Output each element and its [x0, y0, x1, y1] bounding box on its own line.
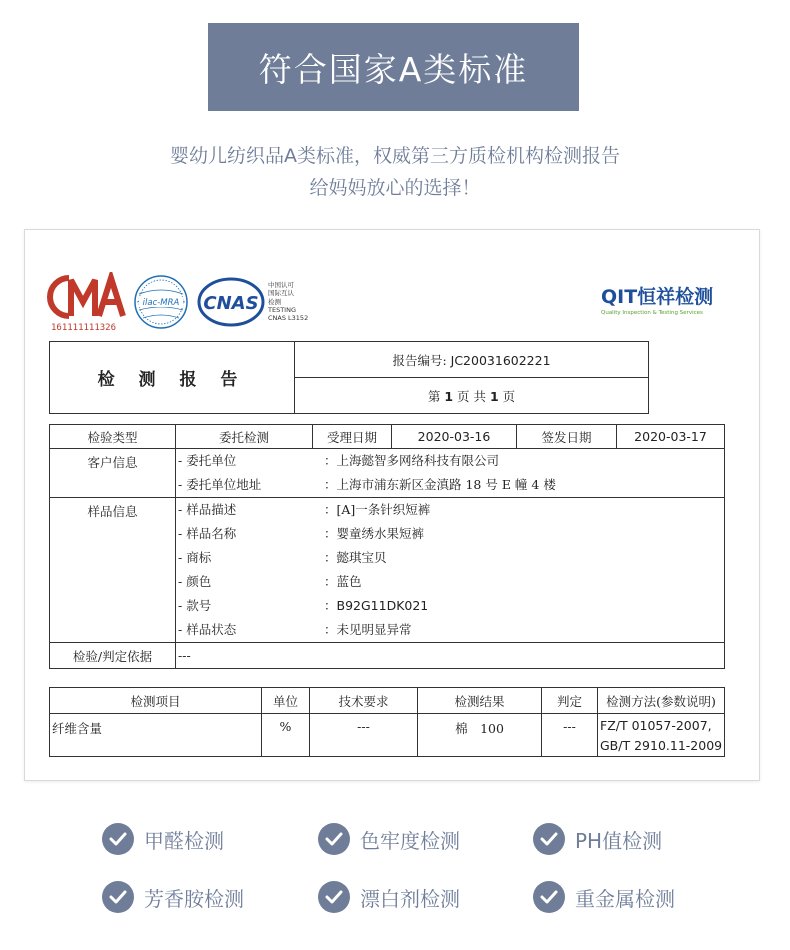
field-key: - 款号 — [178, 598, 212, 613]
cnas-logo — [197, 277, 265, 327]
cnas-text: CNAS — [203, 293, 259, 314]
issue-date: 2020-03-17 — [617, 425, 725, 449]
basis-label: 检验/判定依据 — [50, 643, 176, 669]
test-report — [24, 229, 760, 781]
field-value: ：B92G11DK021 — [324, 598, 429, 613]
page-prefix: 第 — [427, 388, 441, 404]
field-key: - 样品状态 — [178, 622, 237, 637]
sample-field — [176, 498, 724, 522]
column-header: 单位 — [262, 688, 310, 714]
method-line-2: GB/T 2910.11-2009 — [600, 738, 723, 753]
cnas-line-5: CNAS L3152 — [268, 314, 309, 323]
test-method — [598, 714, 725, 757]
check-icon — [533, 881, 565, 913]
cma-text: CMA — [47, 272, 50, 273]
field-key: - 颜色 — [178, 574, 212, 589]
table-header-row — [50, 688, 725, 714]
sample-row — [50, 498, 725, 643]
ilac-mra-logo — [133, 274, 189, 330]
title-banner — [208, 23, 579, 111]
sample-fields — [176, 498, 725, 643]
sample-label: 样品信息 — [50, 498, 176, 643]
column-header: 检测结果 — [418, 688, 542, 714]
page-suffix: 页 — [502, 388, 516, 404]
report-info-table — [49, 424, 725, 669]
cma-number: 161111111326 — [51, 323, 117, 333]
qit-sub-text: Quality Inspection & Testing Services — [601, 310, 703, 316]
check-icon — [318, 881, 350, 913]
sample-field — [176, 594, 724, 618]
client-field — [176, 449, 724, 473]
client-fields — [176, 449, 725, 498]
test-result: 棉 100 — [418, 714, 542, 757]
check-label: PH值检测 — [575, 828, 663, 853]
field-key: - 商标 — [178, 550, 212, 565]
client-field — [176, 473, 724, 497]
report-title: 检 测 报 告 — [50, 342, 295, 414]
check-item-formaldehyde — [102, 823, 224, 855]
check-item-bleach — [318, 881, 460, 913]
issue-date-label: 签发日期 — [517, 425, 617, 449]
test-item: 纤维含量 — [50, 714, 262, 757]
page-mid: 页 共 — [457, 388, 486, 404]
cnas-line-3: 检测 — [268, 297, 281, 306]
field-value: ：蓝色 — [324, 574, 362, 589]
field-value: ：[A]一条针织短裤 — [324, 502, 431, 517]
report-number-label: 报告编号: — [392, 352, 447, 368]
page-current: 1 — [444, 388, 454, 404]
table-row — [50, 714, 725, 757]
test-results-table — [49, 687, 725, 757]
page-total: 1 — [489, 388, 499, 404]
cnas-line-4: TESTING — [268, 305, 296, 314]
report-number: JC20031602221 — [450, 352, 551, 368]
check-item-aromatic-amine — [102, 881, 244, 913]
sample-field — [176, 522, 724, 546]
sample-field — [176, 618, 724, 642]
cnas-line-1: 中国认可 — [268, 281, 294, 289]
check-item-color-fastness — [318, 823, 460, 855]
test-requirement: --- — [310, 714, 418, 757]
check-icon — [318, 823, 350, 855]
qit-logo — [601, 282, 713, 316]
accept-date-label: 受理日期 — [313, 425, 392, 449]
field-key: - 样品描述 — [178, 502, 237, 517]
column-header: 技术要求 — [310, 688, 418, 714]
check-item-ph — [533, 823, 662, 855]
field-value: ：上海懿智多网络科技有限公司 — [324, 453, 500, 468]
check-icon — [533, 823, 565, 855]
column-header: 检测方法(参数说明) — [598, 688, 725, 714]
banner-title: 符合国家A类标准 — [258, 49, 529, 89]
sample-field — [176, 570, 724, 594]
sample-field — [176, 546, 724, 570]
column-header: 判定 — [542, 688, 598, 714]
page-count-cell — [295, 378, 649, 414]
method-line-1: FZ/T 01057-2007, — [600, 718, 712, 733]
check-item-heavy-metal — [533, 881, 675, 913]
report-header-table — [49, 341, 649, 414]
info-top-row — [50, 425, 725, 449]
check-label: 甲醛检测 — [144, 828, 224, 853]
test-verdict: --- — [542, 714, 598, 757]
report-number-cell — [295, 342, 649, 378]
check-icon — [102, 823, 134, 855]
subtitle-line-2: 给妈妈放心的选择！ — [309, 177, 481, 199]
client-row — [50, 449, 725, 498]
field-value: ：未见明显异常 — [324, 622, 412, 637]
subtitle-line-1: 婴幼儿纺织品A类标准，权威第三方质检机构检测报告 — [170, 145, 620, 167]
cnas-caption — [268, 281, 308, 322]
test-type-value: 委托检测 — [176, 425, 313, 449]
test-unit: % — [262, 714, 310, 757]
field-value: ：懿琪宝贝 — [324, 550, 387, 565]
basis-row — [50, 643, 725, 669]
field-key: - 委托单位地址 — [178, 477, 262, 492]
subtitle — [0, 140, 790, 204]
field-key: - 样品名称 — [178, 526, 237, 541]
client-label: 客户信息 — [50, 449, 176, 498]
field-key: - 委托单位 — [178, 453, 237, 468]
check-label: 重金属检测 — [575, 886, 675, 911]
field-value: ：婴童绣水果短裤 — [324, 526, 425, 541]
accept-date: 2020-03-16 — [392, 425, 517, 449]
check-label: 芳香胺检测 — [144, 886, 244, 911]
field-value: ：上海市浦东新区金滇路 18 号 E 幢 4 楼 — [324, 477, 556, 492]
cnas-line-2: 国际互认 — [268, 289, 294, 298]
basis-value: --- — [176, 643, 725, 669]
check-icon — [102, 881, 134, 913]
test-type-label: 检验类型 — [50, 425, 176, 449]
check-label: 色牢度检测 — [360, 828, 460, 853]
cma-logo — [47, 272, 127, 322]
column-header: 检测项目 — [50, 688, 262, 714]
ilac-text: ilac-MRA — [142, 298, 180, 308]
qit-main-text: QIT恒祥检测 — [601, 286, 714, 308]
check-label: 漂白剂检测 — [360, 886, 460, 911]
